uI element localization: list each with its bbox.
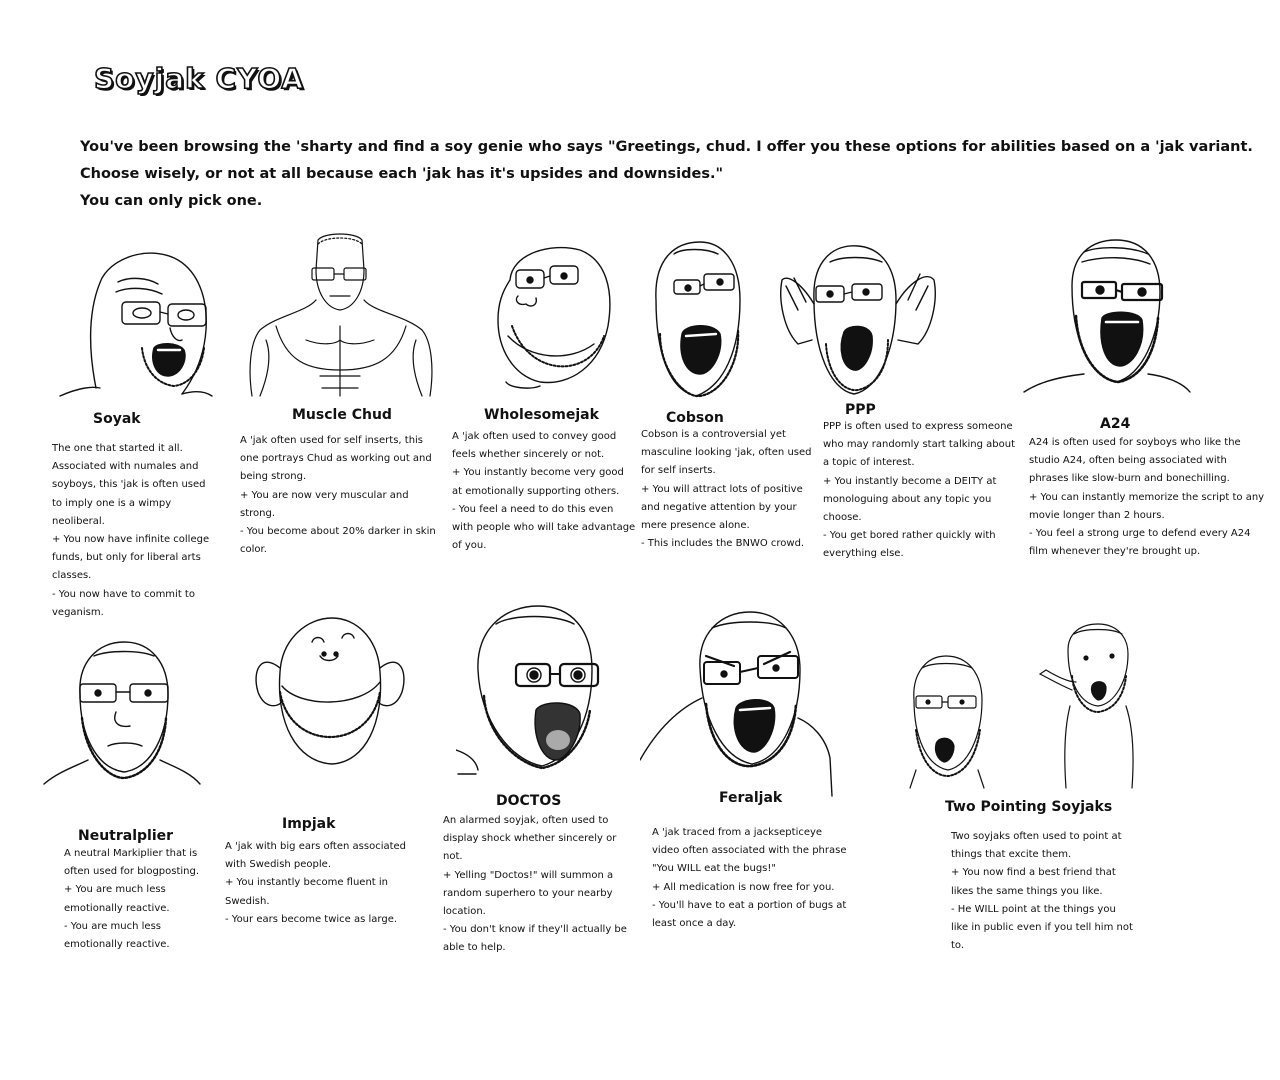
description-line: for self inserts. (641, 465, 716, 477)
description-line: like in public even if you tell him not (951, 922, 1133, 934)
description-line: able to help. (443, 942, 506, 954)
description-line: choose. (823, 512, 862, 524)
description-line: with Swedish people. (225, 859, 332, 871)
description-line: neoliberal. (52, 515, 105, 527)
description-line: film whenever they're brought up. (1029, 546, 1201, 558)
description-line: + You instantly become a DEITY at (823, 475, 997, 487)
description-line: - You are much less (64, 920, 161, 932)
description-line: and negative attention by your (641, 501, 797, 513)
description-line: at emotionally supporting others. (452, 485, 620, 497)
option-description (823, 418, 1023, 564)
feraljak-drawing (640, 608, 836, 798)
description-line: - You become about 20% darker in skin (240, 526, 436, 538)
description-line: Cobson is a controversial yet (641, 429, 786, 440)
description-line: with people who will take advantage (452, 522, 636, 534)
impjak-drawing (250, 612, 410, 772)
description-line: video often associated with the phrase (652, 845, 847, 857)
description-line: PPP is often used to express someone (823, 421, 1013, 432)
option-name: Two Pointing Soyjaks (945, 799, 1113, 815)
option-description (1029, 434, 1273, 561)
description-line: monologuing about any topic you (823, 493, 992, 505)
description-line: + You will attract lots of positive (641, 483, 803, 495)
option-description (225, 838, 425, 929)
description-line: everything else. (823, 548, 904, 560)
description-line: likes the same things you like. (951, 885, 1103, 897)
description-line: to imply one is a wimpy (52, 497, 172, 509)
option-description (443, 812, 643, 958)
intro-text (80, 134, 1253, 215)
description-line: to. (951, 940, 965, 952)
description-line: color. (240, 544, 267, 556)
description-line: being strong. (240, 471, 307, 483)
description-line: - You now have to commit to (52, 588, 195, 600)
description-line: who may randomly start talking about (823, 439, 1016, 451)
description-line: classes. (52, 570, 92, 582)
description-line: The one that started it all. (52, 443, 183, 454)
page-title: Soyjak CYOA (94, 62, 305, 95)
description-line: + You can instantly memorize the script to any (1029, 491, 1265, 503)
description-line: - You feel a strong urge to defend every A24 (1029, 528, 1251, 540)
description-line: + All medication is now free for you. (652, 881, 835, 893)
description-line: Two soyjaks often used to point at (951, 831, 1122, 842)
description-line: a topic of interest. (823, 457, 915, 469)
description-line: A24 is often used for soyboys who like the (1029, 437, 1241, 448)
description-line: + You are much less (64, 884, 166, 896)
description-line: - You don't know if they'll actually be (443, 924, 627, 936)
description-line: phrases like slow-burn and bonechilling. (1029, 473, 1230, 485)
description-line: strong. (240, 507, 276, 519)
option-name: Wholesomejak (484, 407, 599, 423)
soyak-drawing (58, 238, 214, 398)
doctos-drawing (456, 600, 612, 780)
description-line: A 'jak traced from a jacksepticeye (652, 827, 823, 838)
description-line: Associated with numales and (52, 461, 199, 473)
description-line: one portrays Chud as working out and (240, 453, 432, 465)
option-name: PPP (845, 402, 876, 418)
description-line: mere presence alone. (641, 520, 750, 532)
option-name: Feraljak (719, 790, 783, 806)
option-description (64, 845, 224, 954)
two-pointing-soyjaks-drawing (908, 620, 1148, 790)
description-line: soyboys, this 'jak is often used (52, 479, 206, 491)
intro-line: You can only pick one. (80, 193, 263, 209)
option-name: Impjak (282, 816, 336, 832)
description-line: - He WILL point at the things you (951, 903, 1116, 915)
description-line: An alarmed soyjak, often used to (443, 815, 609, 826)
option-name: A24 (1100, 416, 1131, 432)
description-line: funds, but only for liberal arts (52, 552, 201, 564)
option-name: Soyak (93, 411, 141, 427)
description-line: - You'll have to eat a portion of bugs at (652, 899, 847, 911)
description-line: studio A24, often being associated with (1029, 455, 1227, 467)
description-line: A 'jak often used to convey good (452, 431, 617, 442)
description-line: Swedish. (225, 895, 270, 907)
description-line: - Your ears become twice as large. (225, 913, 398, 925)
intro-line: You've been browsing the 'sharty and find a soy genie who says "Greetings, chud. I offer you these options for abilities based on a 'jak variant. (80, 139, 1253, 155)
description-line: masculine looking 'jak, often used (641, 447, 812, 459)
description-line: often used for blogposting. (64, 866, 200, 878)
description-line: A 'jak often used for self inserts, this (240, 435, 424, 446)
description-line: "You WILL eat the bugs!" (652, 863, 776, 875)
ppp-drawing (778, 240, 938, 400)
description-line: random superhero to your nearby (443, 887, 613, 899)
description-line: + You are now very muscular and (240, 489, 409, 501)
description-line: - You feel a need to do this even (452, 503, 614, 515)
description-line: emotionally reactive. (64, 939, 170, 951)
description-line: A neutral Markiplier that is (64, 848, 198, 859)
a24-drawing (1022, 236, 1192, 396)
description-line: feels whether sincerely or not. (452, 449, 605, 461)
option-description (240, 432, 445, 559)
muscle-chud-drawing (246, 230, 436, 400)
description-line: display shock whether sincerely or (443, 833, 617, 845)
option-description (52, 440, 230, 622)
neutralplier-drawing (42, 638, 202, 786)
description-line: - This includes the BNWO crowd. (641, 538, 805, 550)
description-line: + Yelling "Doctos!" will summon a (443, 869, 614, 881)
wholesomejak-drawing (490, 240, 620, 390)
description-line: + You instantly become very good (452, 467, 624, 479)
intro-line: Choose wisely, or not at all because each 'jak has it's upsides and downsides." (80, 166, 724, 182)
option-name: Neutralplier (78, 828, 174, 844)
description-line: A 'jak with big ears often associated (225, 841, 407, 852)
description-line: least once a day. (652, 918, 737, 930)
description-line: not. (443, 851, 463, 863)
option-name: Cobson (666, 410, 724, 426)
description-line: emotionally reactive. (64, 902, 170, 914)
description-line: + You now find a best friend that (951, 867, 1116, 879)
description-line: - You get bored rather quickly with (823, 530, 996, 542)
description-line: + You instantly become fluent in (225, 877, 389, 889)
option-name: Muscle Chud (292, 407, 392, 423)
option-description (652, 824, 862, 933)
description-line: of you. (452, 540, 487, 552)
option-description (951, 828, 1151, 955)
description-line: location. (443, 906, 486, 918)
description-line: things that excite them. (951, 849, 1072, 861)
description-line: + You now have infinite college (52, 534, 210, 546)
description-line: veganism. (52, 606, 104, 618)
option-name: DOCTOS (496, 793, 562, 809)
cobson-drawing (644, 240, 744, 400)
option-description (641, 426, 819, 553)
option-description (452, 428, 642, 555)
description-line: movie longer than 2 hours. (1029, 509, 1165, 521)
